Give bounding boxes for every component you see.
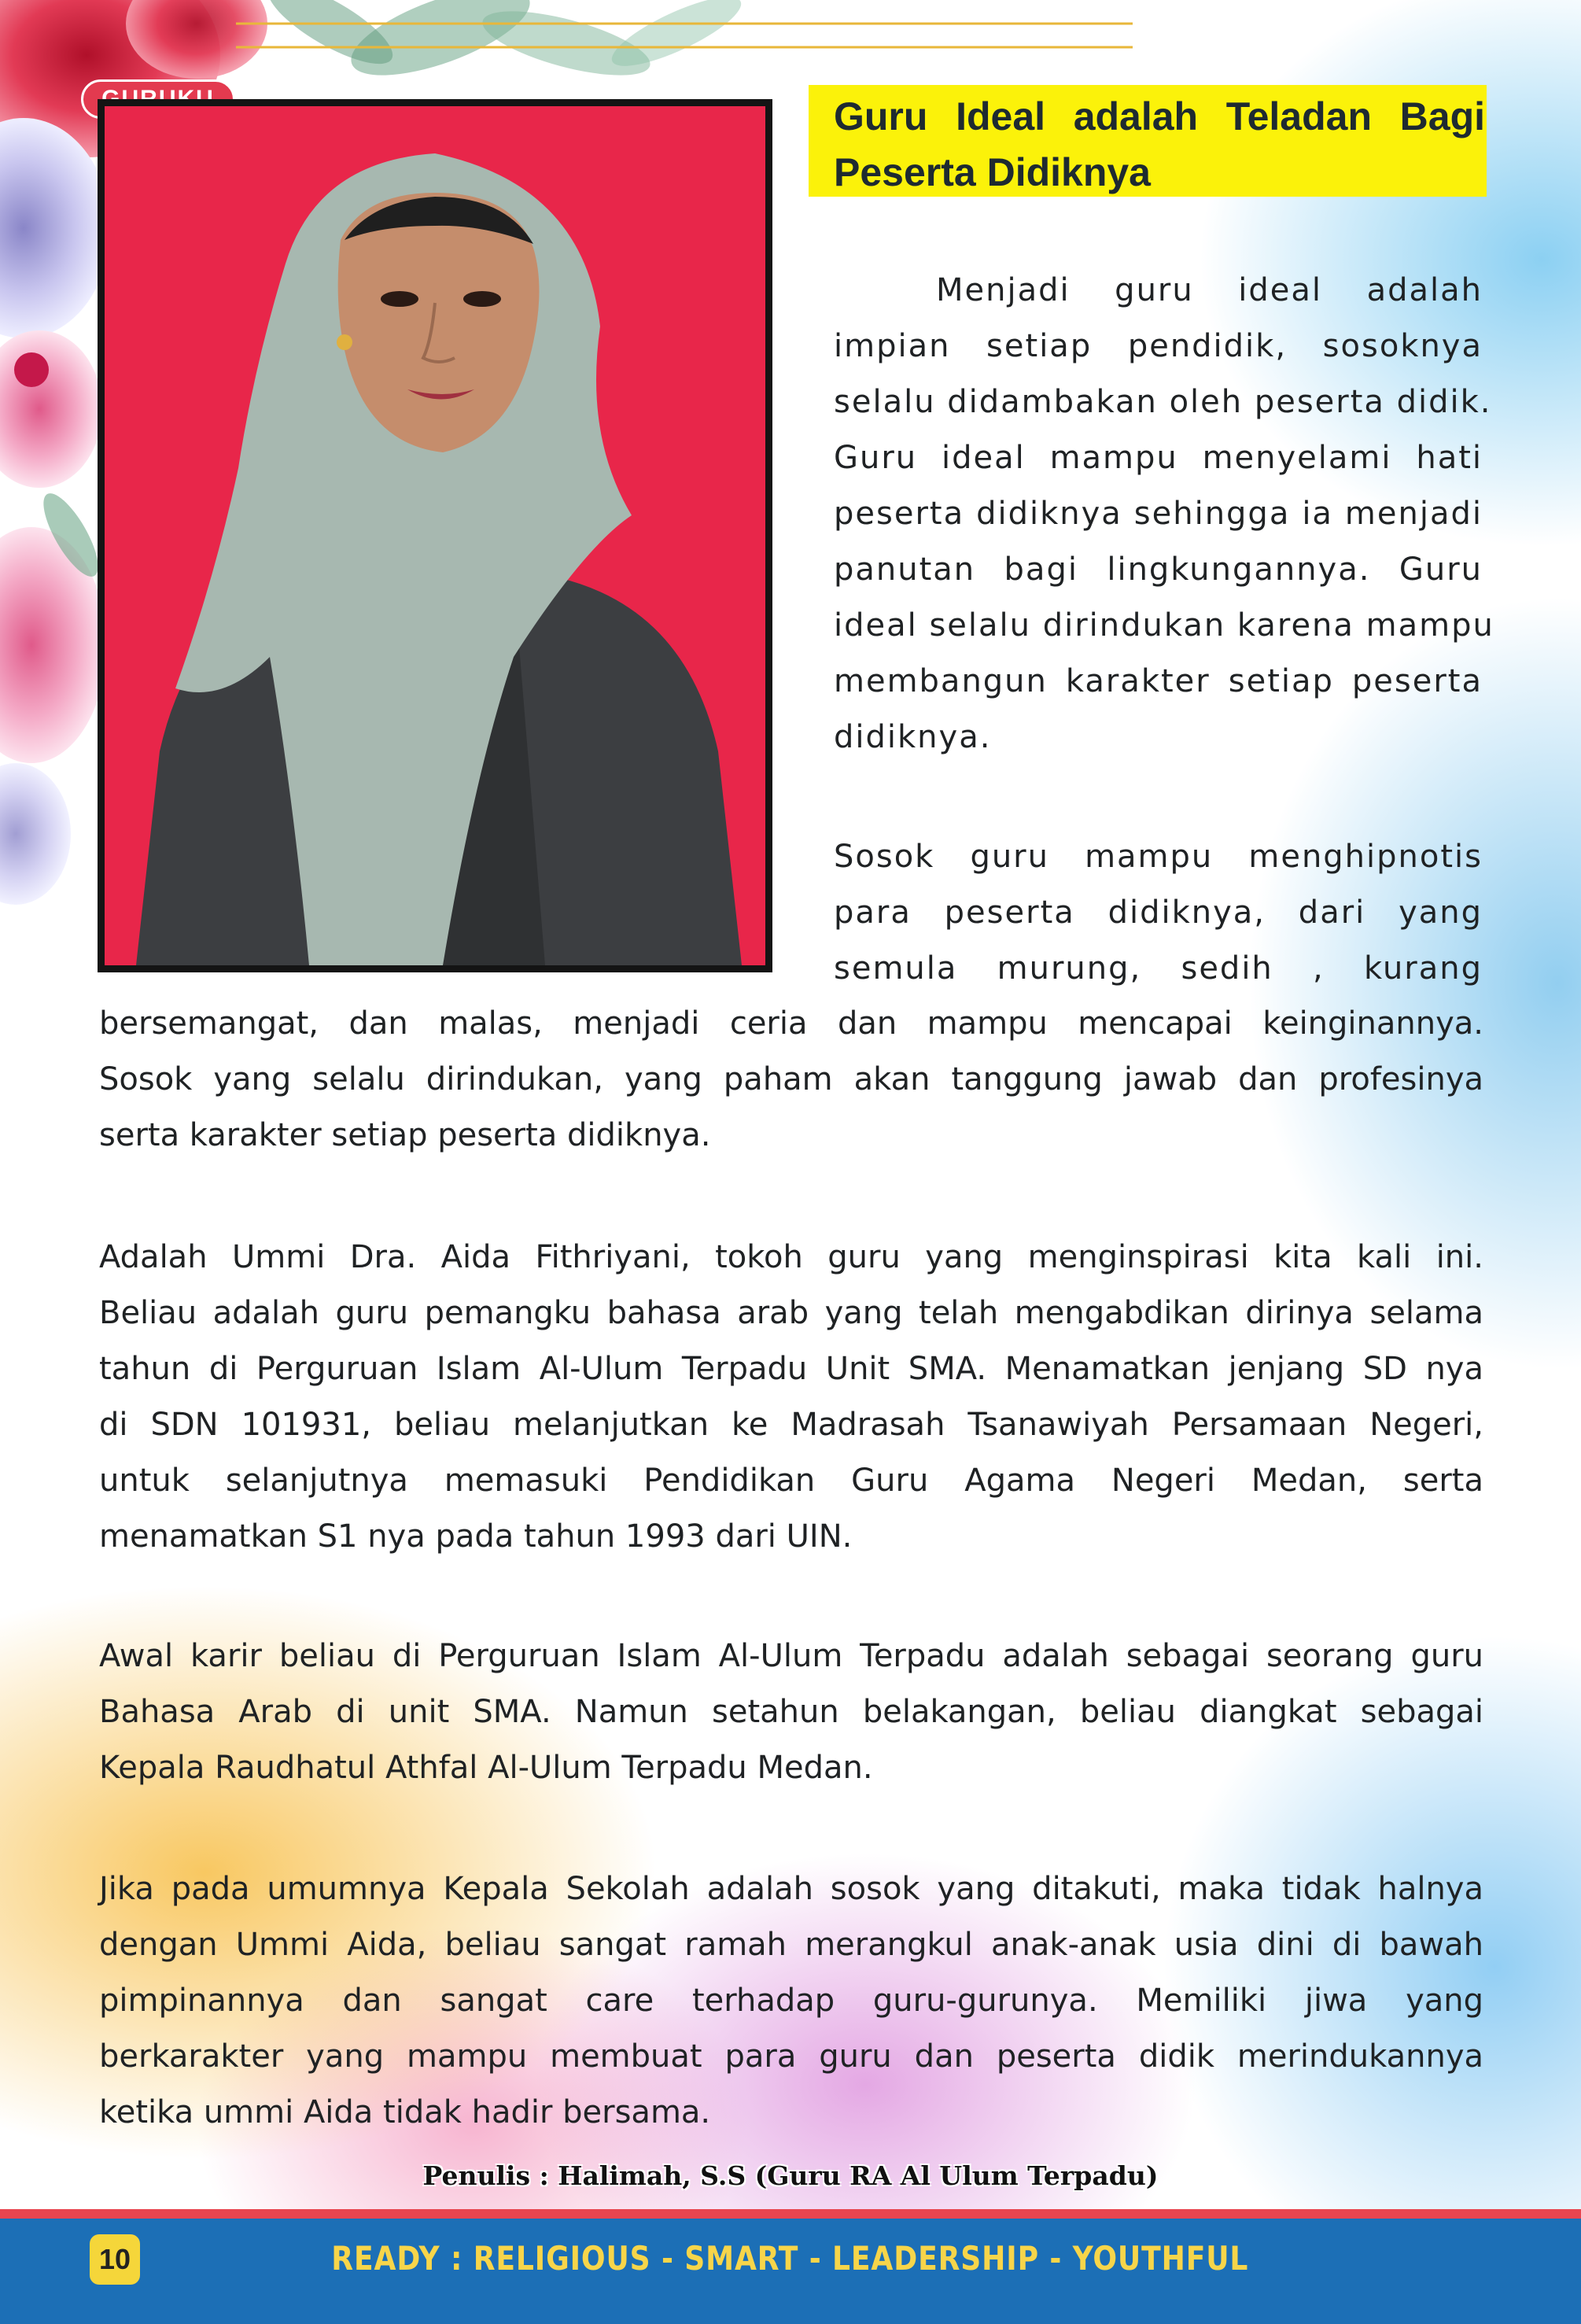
paragraph-line: dengan Ummi Aida, beliau sangat ramah merangkul anak-anak usia dini di bawah	[99, 1927, 1483, 1963]
paragraph-2-top	[834, 829, 1483, 997]
paragraph-line: Bahasa Arab di unit SMA. Namun setahun belakangan, beliau diangkat sebagai	[99, 1694, 1483, 1730]
paragraph-line: Adalah Ummi Dra. Aida Fithriyani, tokoh guru yang menginspirasi kita kali ini.	[99, 1239, 1483, 1275]
paragraph-line: semula murung, sedih , kurang	[834, 950, 1483, 987]
paragraph-line: di SDN 101931, beliau melanjutkan ke Madrasah Tsanawiyah Persamaan Negeri,	[99, 1407, 1483, 1443]
paragraph-line: Awal karir beliau di Perguruan Islam Al-Ulum Terpadu adalah sebagai seorang guru	[99, 1638, 1483, 1674]
paragraph-line: tahun di Perguruan Islam Al-Ulum Terpadu Unit SMA. Menamatkan jenjang SD nya	[99, 1351, 1483, 1387]
paragraph-line: untuk selanjutnya memasuki Pendidikan Guru Agama Negeri Medan, serta	[99, 1463, 1483, 1499]
paragraph-line: Sosok guru mampu menghipnotis	[834, 839, 1483, 875]
paragraph-2-bottom	[99, 996, 1483, 1164]
paragraph-line: ideal selalu dirindukan karena mampu	[834, 607, 1494, 644]
portrait-illustration	[105, 106, 765, 965]
footer-motto: READY : RELIGIOUS - SMART - LEADERSHIP - YOUTHFUL	[331, 2239, 1249, 2278]
paragraph-4	[99, 1629, 1483, 1796]
paragraph-line: serta karakter setiap peserta didiknya.	[99, 1117, 711, 1153]
paragraph-3	[99, 1230, 1483, 1565]
paragraph-line: Guru ideal mampu menyelami hati	[834, 440, 1483, 476]
paragraph-line: Menjadi guru ideal adalah	[936, 272, 1483, 308]
paragraph-line: ketika ummi Aida tidak hadir bersama.	[99, 2094, 711, 2130]
paragraph-line: peserta didiknya sehingga ia menjadi	[834, 496, 1483, 532]
paragraph-1	[834, 263, 1494, 765]
paragraph-line: panutan bagi lingkungannya. Guru	[834, 551, 1483, 588]
paragraph-line: Kepala Raudhatul Athfal Al-Ulum Terpadu Medan.	[99, 1750, 873, 1786]
paragraph-line: Jika pada umumnya Kepala Sekolah adalah sosok yang ditakuti, maka tidak halnya	[99, 1871, 1483, 1907]
paragraph-line: para peserta didiknya, dari yang	[834, 895, 1483, 931]
article-title	[834, 89, 1485, 201]
paragraph-line: selalu didambakan oleh peserta didik.	[834, 384, 1492, 420]
title-line-1: Guru Ideal adalah Teladan Bagi	[834, 94, 1485, 138]
paragraph-line: bersemangat, dan malas, menjadi ceria dan mampu mencapai keinginannya.	[99, 1005, 1483, 1042]
paragraph-line: Sosok yang selalu dirindukan, yang paham akan tanggung jawab dan profesinya	[99, 1061, 1483, 1097]
paragraph-line: impian setiap pendidik, sosoknya	[834, 328, 1483, 364]
title-line-2: Peserta Didiknya	[834, 150, 1151, 194]
paragraph-line: didiknya.	[834, 719, 992, 755]
teacher-portrait-photo	[98, 99, 772, 972]
top-decorative-lines	[236, 0, 1133, 79]
paragraph-5	[99, 1861, 1483, 2141]
paragraph-line: pimpinannya dan sangat care terhadap guru-gurunya. Memiliki jiwa yang	[99, 1983, 1483, 2019]
page-number: 10	[90, 2234, 140, 2285]
author-credit: Penulis : Halimah, S.S (Guru RA Al Ulum Terpadu)	[422, 2160, 1159, 2191]
paragraph-line: menamatkan S1 nya pada tahun 1993 dari UIN.	[99, 1518, 853, 1555]
paragraph-line: membangun karakter setiap peserta	[834, 663, 1483, 699]
paragraph-line: berkarakter yang mampu membuat para guru dan peserta didik merindukannya	[99, 2038, 1483, 2075]
paragraph-line: Beliau adalah guru pemangku bahasa arab yang telah mengabdikan dirinya selama	[99, 1295, 1483, 1331]
